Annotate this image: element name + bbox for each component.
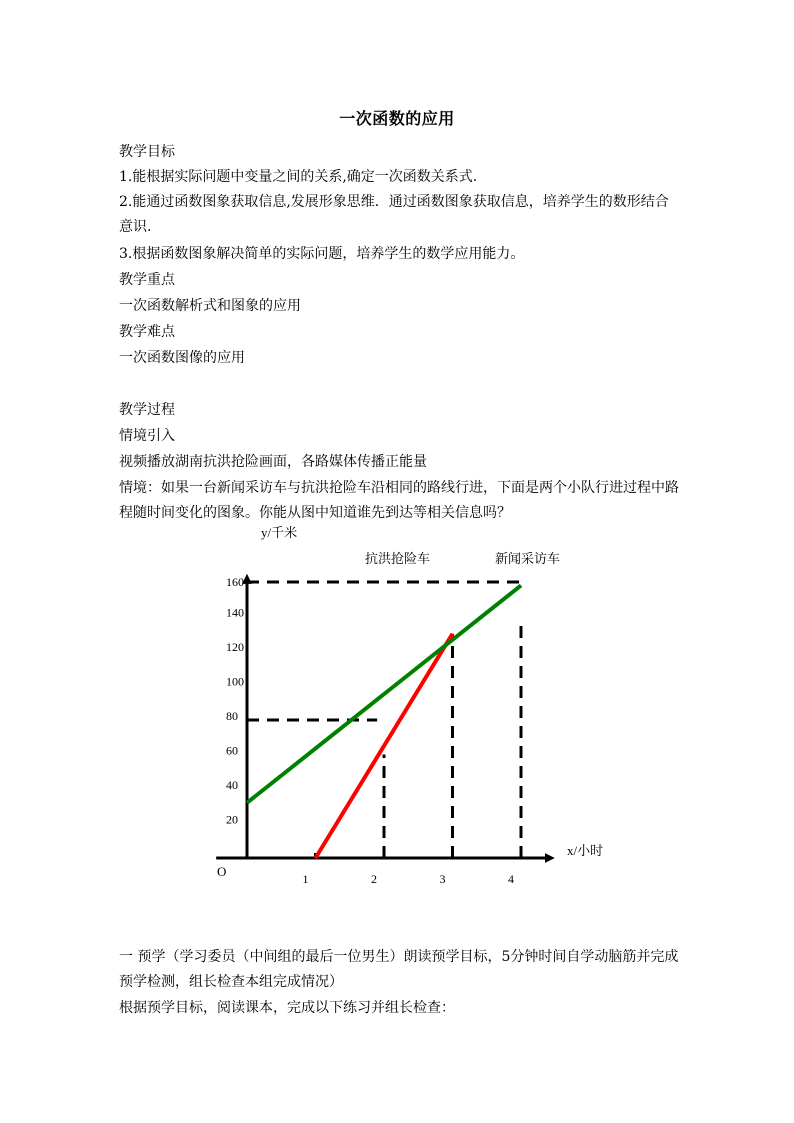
y-tick-label-80: 80 xyxy=(226,709,238,723)
x-tick-label-4: 4 xyxy=(508,872,514,886)
objective-1: 1.能根据实际问题中变量之间的关系,确定一次函数关系式. xyxy=(119,169,478,185)
key-text: 一次函数解析式和图象的应用 xyxy=(119,298,301,314)
x-tick-label-1: 1 xyxy=(302,872,309,886)
y-tick-label-60: 60 xyxy=(226,743,238,758)
series-line-1 xyxy=(316,634,453,858)
origin-label: O xyxy=(217,864,227,879)
objectives-heading: 教学目标 xyxy=(119,144,175,160)
key-heading: 教学重点 xyxy=(119,272,175,288)
difficulty-text: 一次函数图像的应用 xyxy=(119,350,245,366)
x-tick-label-3: 3 xyxy=(439,872,446,886)
difficulty-heading: 教学难点 xyxy=(119,324,175,340)
y-axis-label: y/千米 xyxy=(261,525,298,540)
y-tick-label-120: 120 xyxy=(226,640,244,654)
document-title: 一次函数的应用 xyxy=(339,109,455,128)
x-axis-label: x/小时 xyxy=(567,843,604,858)
x-tick-label-2: 2 xyxy=(371,872,377,886)
process-heading: 教学过程 xyxy=(119,402,175,418)
intro-text: 视频播放湖南抗洪抢险画面，各路媒体传播正能量 xyxy=(119,454,427,470)
intro-heading: 情境引入 xyxy=(119,428,175,444)
situation-text: 情境：如果一台新闻采访车与抗洪抢险车沿相同的路线行进，下面是两个小队行进过程中路程随时间变化的图象。你能从图中知道谁先到达等相关信息吗？ xyxy=(119,480,679,521)
series-label-1: 抗洪抢险车 xyxy=(365,551,431,566)
y-tick-label-40: 40 xyxy=(226,778,238,792)
distance-time-chart xyxy=(190,520,610,890)
y-tick-label-160: 160 xyxy=(226,575,244,589)
section1-text: 一 预学（学习委员（中间组的最后一位男生）朗读预学目标，5分钟时间自学动脑筋并完成预学检测，组长检查本组完成情况） xyxy=(119,949,679,990)
chart-svg xyxy=(190,520,610,890)
y-tick-label-100: 100 xyxy=(226,674,244,689)
objective-2: 2.能通过函数图象获取信息,发展形象思维．通过函数图象获取信息，培养学生的数形结合意识. xyxy=(119,194,669,235)
series-label-2: 新闻采访车 xyxy=(495,551,561,566)
objective-3: 3.根据函数图象解决简单的实际问题，培养学生的数学应用能力。 xyxy=(119,246,525,262)
section1-instruction: 根据预学目标，阅读课本，完成以下练习并组长检查： xyxy=(119,1000,455,1016)
y-tick-label-20: 20 xyxy=(226,812,238,827)
y-tick-label-140: 140 xyxy=(226,605,244,620)
